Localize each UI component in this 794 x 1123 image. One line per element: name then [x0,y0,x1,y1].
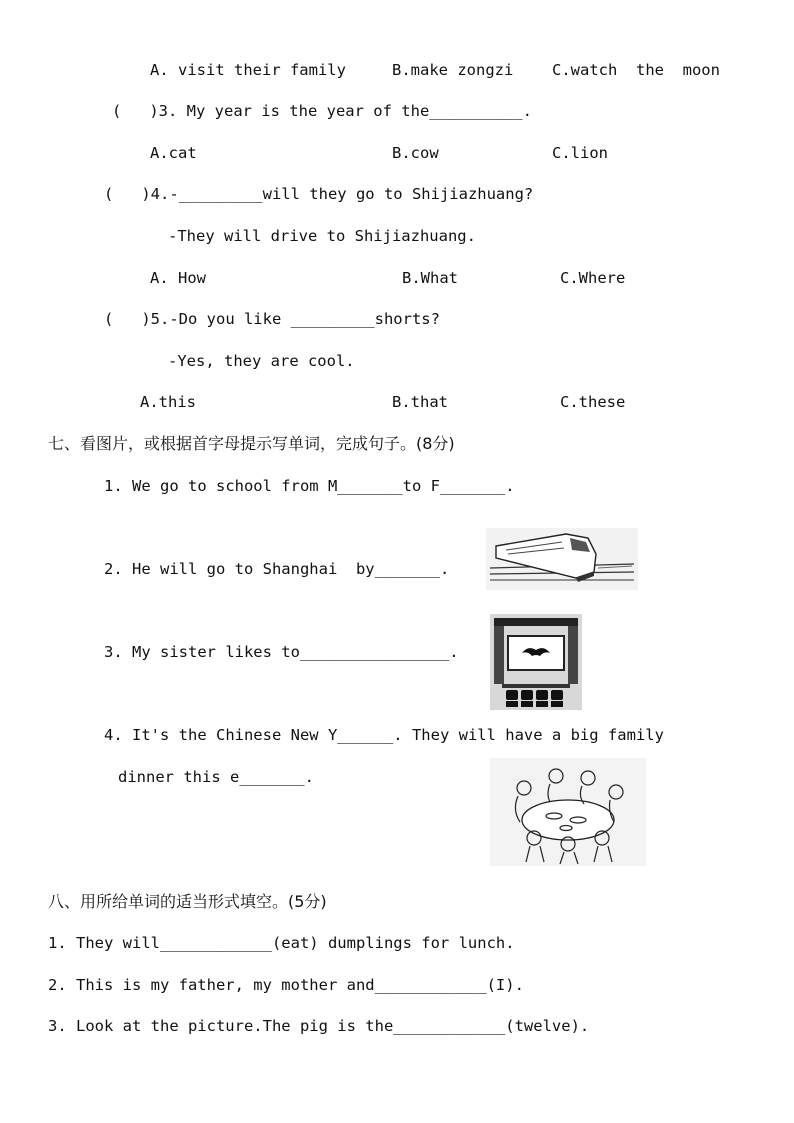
section-7-item-4-cont: dinner this e_______. [118,768,314,786]
q4-option-b: B.What [402,269,458,287]
q3-question: ( )3. My year is the year of the__________. [112,102,532,120]
section-8-title: 八、用所给单词的适当形式填空。(5分) [48,892,327,911]
train-picture-icon [486,528,638,590]
q4-option-c: C.Where [560,269,626,287]
section-7-title: 七、看图片，或根据首字母提示写单词，完成句子。(8分) [48,434,455,453]
q5-option-c: C.these [560,393,626,411]
section-7-item-1: 1. We go to school from M_______to F_______. [104,477,515,495]
q3-option-c: C.lion [552,144,608,162]
q3-option-a: A.cat [150,144,197,162]
q2-option-c: C.watch the moon [552,61,720,79]
q4-question: ( )4.-_________will they go to Shijiazhuang? [104,185,534,203]
q5-answer-line: -Yes, they are cool. [168,352,355,370]
q5-question: ( )5.-Do you like _________shorts? [104,310,440,328]
q2-option-a: A. visit their family [150,61,346,79]
section-7-item-4: 4. It's the Chinese New Y______. They will have a big family [104,726,664,744]
q5-option-b: B.that [392,393,448,411]
family-dinner-picture-icon [490,758,646,866]
section-7-item-3: 3. My sister likes to________________. [104,643,459,661]
section-8-item-3: 3. Look at the picture.The pig is the____________(twelve). [48,1017,590,1035]
section-8-item-2: 2. This is my father, my mother and____________(I). [48,976,524,994]
section-8-item-1: 1. They will____________(eat) dumplings for lunch. [48,934,515,952]
q5-option-a: A.this [140,393,196,411]
q3-option-b: B.cow [392,144,439,162]
q2-option-b: B.make zongzi [392,61,514,79]
q4-answer-line: -They will drive to Shijiazhuang. [168,227,476,245]
section-7-item-2: 2. He will go to Shanghai by_______. [104,560,450,578]
q4-option-a: A. How [150,269,206,287]
cinema-picture-icon [490,614,582,710]
